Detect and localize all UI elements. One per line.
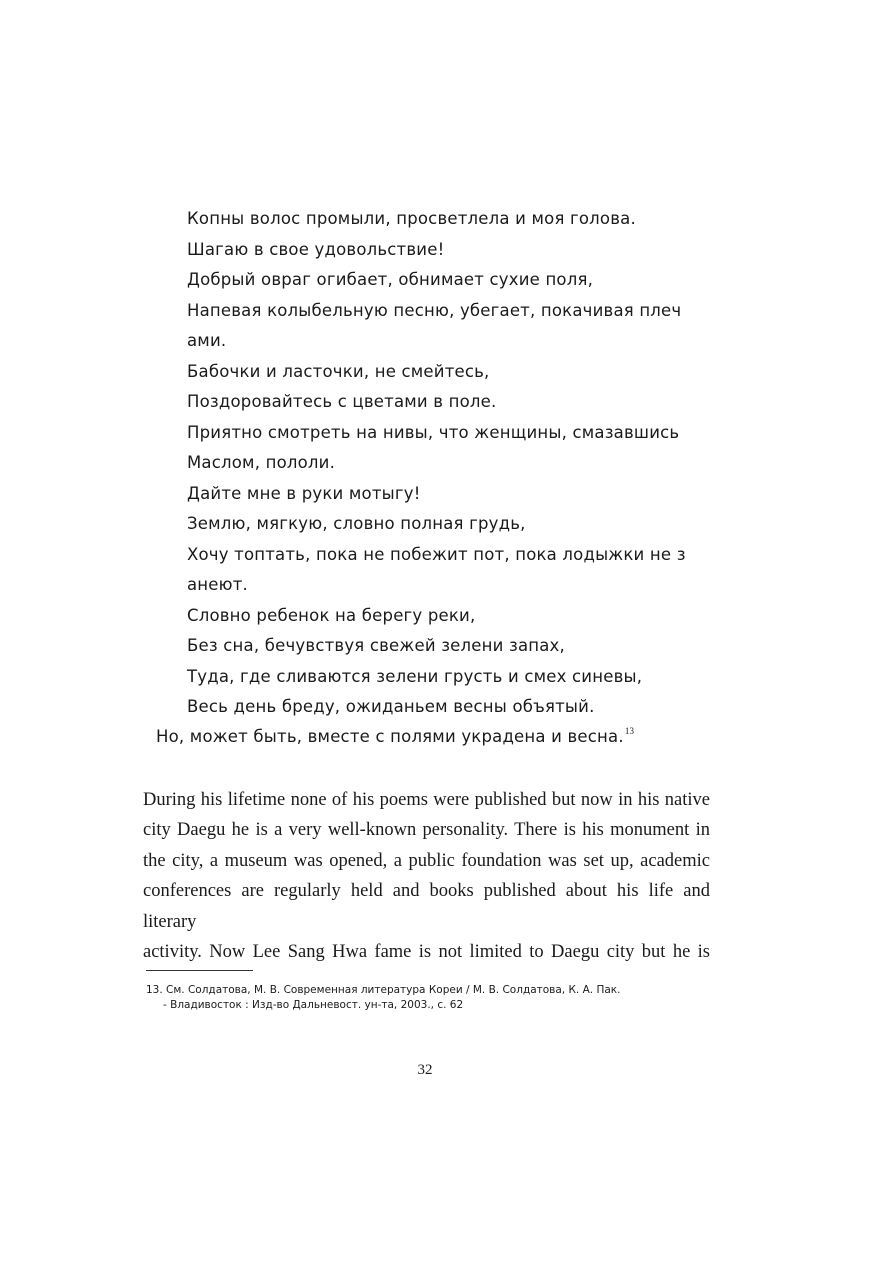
paragraph-line: conferences are regularly held and books published about his life and literary [143,881,710,932]
poem-line: Напевая колыбельную песню, убегает, покачивая плеч [187,300,682,320]
footnote-separator [146,970,253,971]
poem-line: Словно ребенок на берегу реки, [187,605,476,625]
footnote [146,983,746,1013]
poem-line: Землю, мягкую, словно полная грудь, [187,514,526,533]
poem-line: Добрый овраг огибает, обнимает сухие поля, [187,270,594,289]
footnote-reference[interactable]: 13 [624,726,635,736]
poem-line: Без сна, бечувствуя свежей зелени запах, [187,636,565,655]
paragraph-line: During his lifetime none of his poems were published but now in his native [143,790,710,810]
footnote-line: 13. См. Солдатова, М. В. Современная литература Кореи / М. В. Солдатова, К. А. Пак. [146,984,621,996]
poem-line: ами. [187,331,227,350]
poem-line: Бабочки и ласточки, не смейтесь, [187,361,490,381]
poem-line: Копны волос промыли, просветлела и моя голова. [187,209,636,228]
poem-line: Поздоровайтесь с цветами в поле. [187,392,497,411]
poem-line: Хочу топтать, пока не побежит пот, пока лодыжки не з [187,544,686,564]
paragraph-line: activity. Now Lee Sang Hwa fame is not limited to Daegu city but he is [143,942,710,963]
poem-line: Весь день бреду, ожиданьем весны объятый. [187,697,595,716]
poem-last-line [156,722,634,753]
poem-last-line-text: Но, может быть, вместе с полями украдена и весна. [156,727,624,746]
poem-line: Туда, где сливаются зелени грусть и смех синевы, [187,666,643,686]
footnote-line: - Владивосток : Изд-во Дальневост. ун-та, 2003., с. 62 [163,999,464,1011]
poem-line: Дайте мне в руки мотыгу! [187,483,421,503]
paragraph-line: the city, a museum was opened, a public foundation was set up, academic [143,850,710,871]
poem-line: Маслом, пололи. [187,453,336,472]
body-paragraph [143,785,710,967]
paragraph-line: city Daegu he is a very well-known personality. There is his monument in [143,820,710,841]
poem-line: Шагаю в свое удовольствие! [187,239,445,259]
page-number: 32 [417,1062,433,1078]
poem-line: Приятно смотреть на нивы, что женщины, смазавшись [187,422,680,442]
poem-block [156,204,747,746]
poem-line: анеют. [187,575,248,594]
